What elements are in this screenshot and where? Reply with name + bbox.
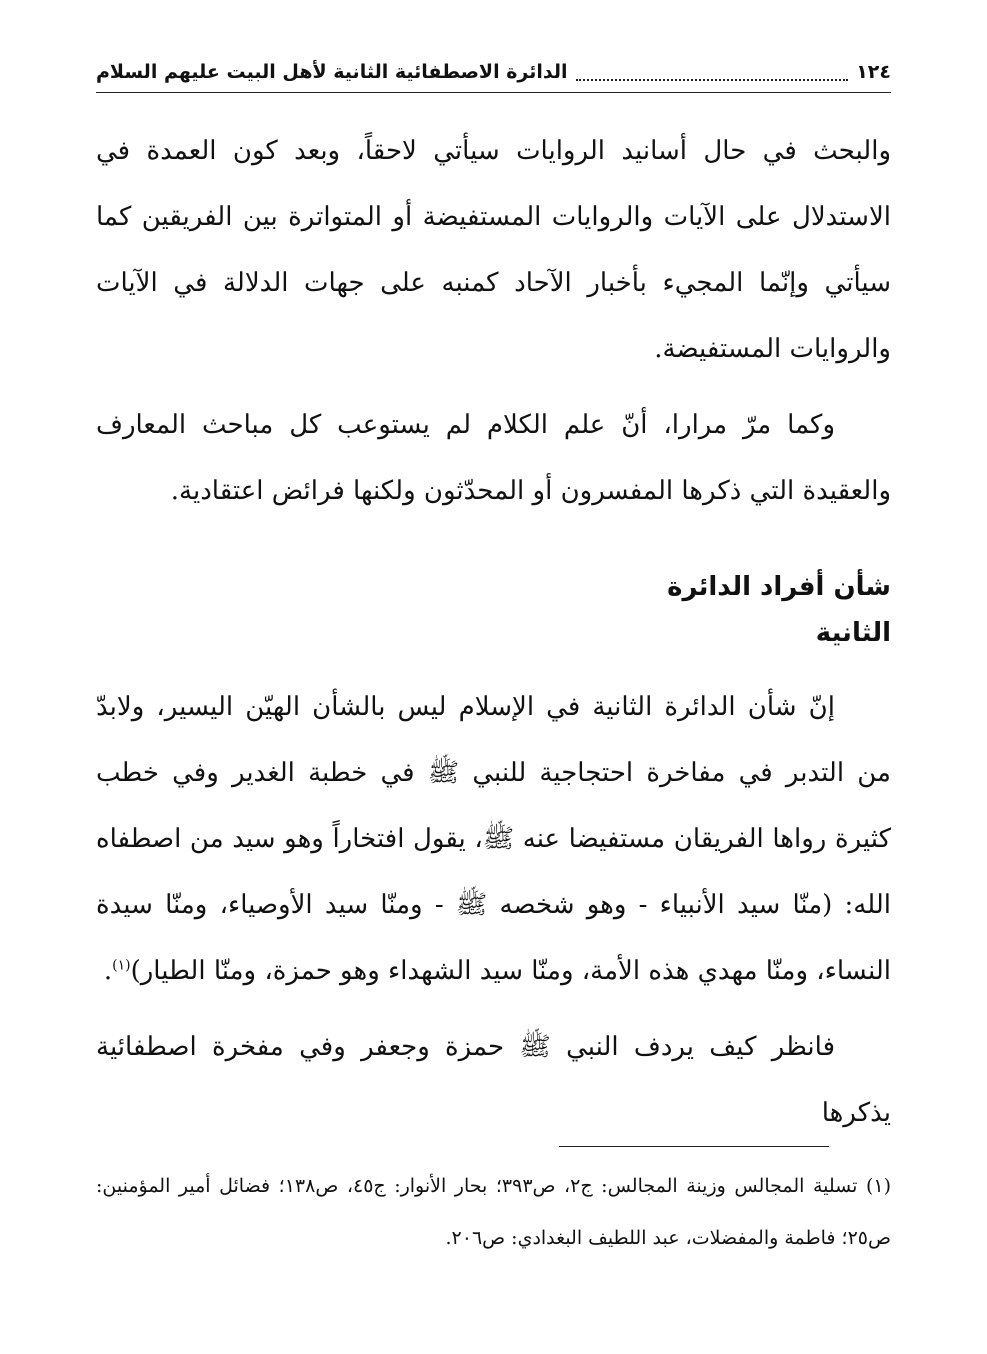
paragraph-1: والبحث في حال أسانيد الروايات سيأتي لاحقاً، وبعد كون العمدة في الاستدلال على الآيات والروايات المستفيضة أو المتواترة بين الفريقين كما سيأتي وإنّما المجيء بأخبار الآحاد كمنبه على جهات الدلالة في الآيات والروايات المستفيضة. [96,136,891,364]
paragraph-4: فانظر كيف يردف النبي ﷺ حمزة وجعفر وفي مفخرة اصطفائية يذكرها [96,1032,891,1128]
leader-dots [576,78,849,81]
footnotes [96,1160,891,1264]
running-header [96,56,891,88]
footnote-1: (١) تسلية المجالس وزينة المجالس: ج٢، ص٣٩٣؛ بحار الأنوار: ج٤٥، ص١٣٨؛ فضائل أمير المؤمنين: ص٢٥؛ فاطمة والمفضلات، عبد اللطيف البغدادي: ص٢٠٦. [96,1175,892,1249]
paragraph-3 [96,674,891,1004]
paragraph-3-text: إنّ شأن الدائرة الثانية في الإسلام ليس بالشأن الهيّن اليسير، ولابدّ من التدبر في مفاخرة احتجاجية للنبي ﷺ في خطبة الغدير وفي خطب كثيرة رواها الفريقان مستفيضا عنه ﷺ، يقول افتخاراً وهو سيد من اصطفاه الله: (منّا سيد الأنبياء - وهو شخصه ﷺ - ومنّا سيد الأوصياء، ومنّا سيدة النساء، ومنّا مهدي هذه الأمة، ومنّا سيد الشهداء وهو حمزة، ومنّا الطيار) [96,692,891,986]
footnote-rule [559,1146,829,1147]
footnote-reference[interactable]: (١) [112,957,131,974]
section-heading-line-1: شأن أفراد الدائرة [667,572,891,602]
main-text [96,118,891,1156]
section-heading-line-2: الثانية [815,618,891,648]
running-title: الدائرة الاصطفائية الثانية لأهل البيت عليهم السلام [96,61,568,83]
page-number: ١٢٤ [856,61,891,83]
section-heading [96,564,891,656]
paragraph-2: وكما مرّ مرارا، أنّ علم الكلام لم يستوعب كل مباحث المعارف والعقيدة التي ذكرها المفسرون أو المحدّثون ولكنها فرائض اعتقادية. [96,410,891,506]
paragraph-3-end: . [103,956,113,986]
header-rule [96,92,891,93]
